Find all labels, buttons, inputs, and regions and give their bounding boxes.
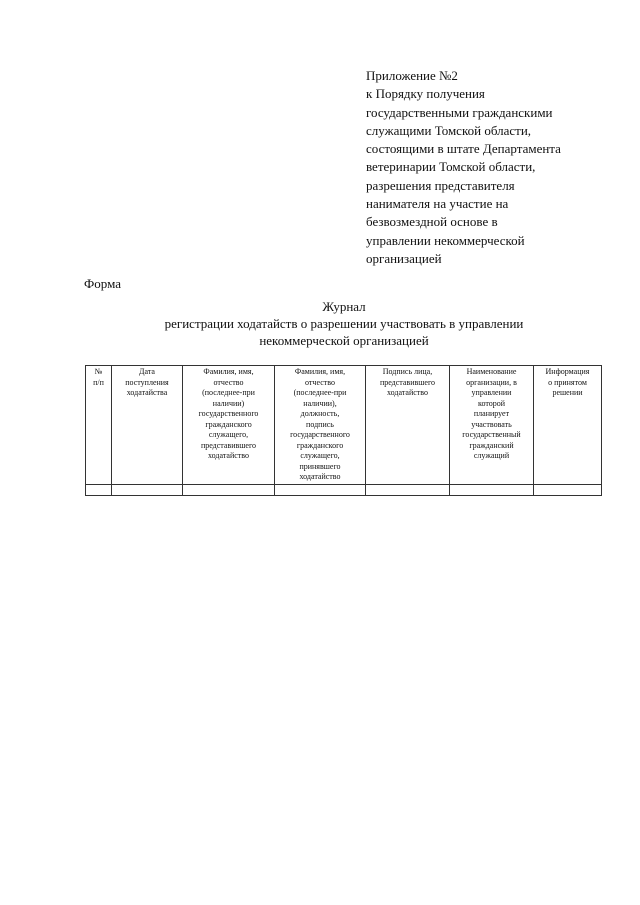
table-cell [112, 484, 183, 495]
journal-title-block [84, 298, 604, 349]
header-cell-decision: Информация о принятом решении [534, 366, 602, 485]
header-cell-receiver: Фамилия, имя, отчество (последнее-при наличии), должность, подпись государственного гражданского служащего, принявшего ходатайство [275, 366, 366, 485]
appendix-line: нанимателя на участие на [366, 196, 509, 212]
appendix-line: к Порядку получения [366, 86, 485, 102]
header-cell-signature: Подпись лица, представившего ходатайство [366, 366, 450, 485]
journal-subtitle-line: некоммерческой организацией [259, 333, 429, 348]
register-table [85, 365, 602, 496]
header-cell-organization: Наименование организации, в управлении которой планирует участвовать государственный гражданский служащий [450, 366, 534, 485]
form-label: Форма [84, 276, 121, 291]
table-row [86, 484, 602, 495]
appendix-line: разрешения представителя [366, 177, 515, 193]
table-header-row [86, 366, 602, 485]
table-cell [450, 484, 534, 495]
journal-title: Журнал [322, 299, 366, 314]
header-cell-date: Дата поступления ходатайства [112, 366, 183, 485]
appendix-line: ветеринарии Томской области, [366, 159, 536, 175]
appendix-block [366, 67, 616, 268]
table-cell [183, 484, 275, 495]
appendix-line: Приложение №2 [366, 68, 458, 83]
appendix-line: состоящими в штате Департамента [366, 141, 561, 157]
appendix-line: организацией [366, 250, 442, 266]
table-cell [366, 484, 450, 495]
appendix-line: служащими Томской области, [366, 122, 532, 138]
header-cell-applicant: Фамилия, имя, отчество (последнее-при наличии) государственного гражданского служащего, представившего ходатайство [183, 366, 275, 485]
journal-subtitle-line: регистрации ходатайств о разрешении участвовать в управлении [164, 316, 524, 331]
appendix-line: управлении некоммерческой [366, 232, 525, 248]
appendix-line: безвозмездной основе в [366, 214, 498, 230]
table-cell [534, 484, 602, 495]
header-cell-number: № п/п [86, 366, 112, 485]
table-cell [86, 484, 112, 495]
table-cell [275, 484, 366, 495]
appendix-line: государственными гражданскими [366, 104, 553, 120]
